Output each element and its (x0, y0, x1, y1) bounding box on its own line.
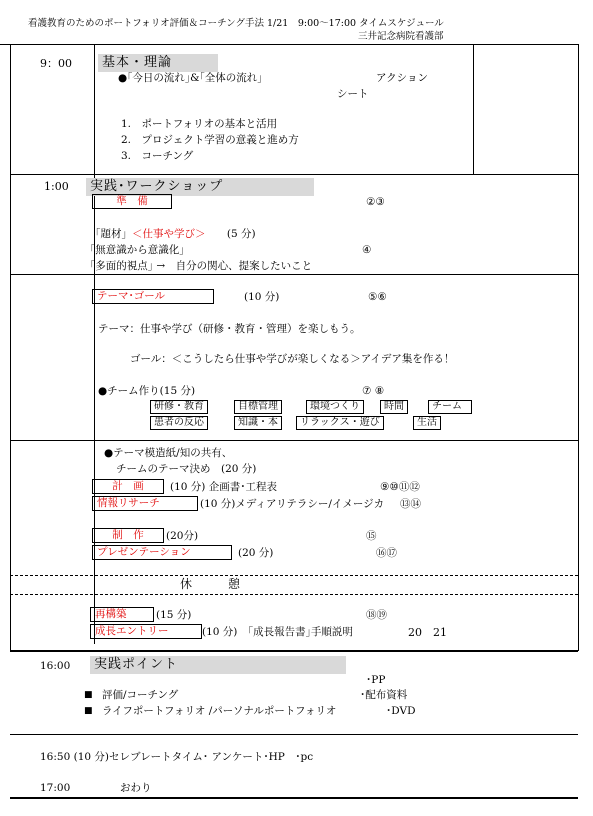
celebrate-line: 16:50 (10 分)セレブレートタイム･ アンケート･HP ･pc (40, 751, 314, 763)
unconscious-ref: ④ (362, 244, 372, 256)
list-item: 1. ポートフォリオの基本と活用 (121, 118, 278, 130)
practice-item: ライフポートフォリオ /パーソナルポートフォリオ (102, 705, 337, 717)
topic-minutes: (5 分) (226, 228, 256, 240)
bullet-square-icon: ■ (84, 690, 93, 700)
break-label: 休 憩 (180, 577, 241, 591)
section-divider-thick (10, 650, 578, 652)
theme-goal-refs: ⑤⑥ (368, 291, 387, 303)
pp-label: ･PP (366, 674, 386, 686)
practice-item-right: ･配布資料 (360, 689, 408, 701)
unconscious-line: ｢無意識から意識化｣ (90, 244, 185, 256)
left-border (10, 44, 11, 651)
section-divider (10, 734, 578, 735)
tag: チーム (428, 400, 472, 414)
flow-line: ●｢今日の流れ｣&｢全体の流れ｣ (118, 72, 263, 84)
time-1600: 16:00 (40, 660, 71, 672)
presentation-refs: ⑯⑰ (376, 547, 397, 559)
info-research-label: 情報リサーチ (92, 496, 198, 511)
list-item: 3. コーチング (121, 150, 194, 162)
rebuild-label: 再構築 (90, 607, 154, 622)
theme-goal-label: テーマ･ゴール (92, 289, 214, 304)
plan-text: (10 分) 企画書･工程表 (170, 481, 277, 493)
info-research-refs: ⑬⑭ (400, 498, 421, 510)
document-title: 看護教育のためのポートフォリオ評価＆コーチング手法 1/21 9:00～17:00 タイムスケジュール (28, 18, 444, 29)
end-label: おわり (120, 782, 152, 794)
right-border (578, 44, 579, 651)
team-theme-line: チームのテーマ決め (20 分) (116, 463, 257, 475)
sheet-label: シート (337, 88, 369, 100)
section-title-practice: 実践ポイント (90, 656, 346, 674)
tag: 患者の反応 (150, 416, 208, 430)
presentation-label: プレゼンテーション (92, 545, 232, 560)
organization-name: 三井記念病院看護部 (358, 31, 444, 42)
list-item: 2. プロジェクト学習の意義と進め方 (121, 134, 299, 146)
practice-item-right: ･DVD (386, 705, 416, 717)
plan-refs: ⑨⑩⑪⑫ (380, 481, 420, 493)
break-bottom-rule (10, 594, 578, 595)
topic-red: ＜仕事や学び＞ (132, 228, 206, 240)
info-research-text: (10 分)メディアリテラシー/イメージカ (200, 498, 385, 510)
action-column-divider (473, 44, 474, 174)
share-line: ●テーマ模造紙/知の共有、 (104, 447, 233, 459)
multiview-line: ｢多面的視点｣ → 自分の関心、提案したいこと (90, 260, 313, 272)
tag: 目標管理 (234, 400, 282, 414)
growth-entry-label: 成長エントリー (90, 624, 202, 639)
bullet-square-icon: ■ (84, 706, 93, 716)
action-label: アクション (376, 72, 428, 84)
prep-refs: ②③ (366, 196, 385, 208)
tag: 生活 (413, 416, 441, 430)
tag: リラックス・遊び (296, 416, 384, 430)
top-rule (0, 44, 578, 45)
presentation-text: (20 分) (238, 547, 274, 559)
time-1700: 17:00 (40, 782, 71, 794)
production-label: 制 作 (92, 528, 164, 543)
goal-text: ゴール：＜こうしたら仕事や学びが楽しくなる＞アイデア集を作る！ (130, 353, 455, 365)
section-title-basics: 基本・理論 (98, 54, 218, 72)
theme-goal-minutes: (10 分) (244, 291, 280, 303)
time-1300: 1:00 (44, 180, 69, 193)
section-title-workshop: 実践･ワークショップ (86, 178, 314, 196)
rebuild-refs: ⑱⑲ (366, 609, 387, 621)
tag: 環境つくり (306, 400, 364, 414)
time-0900: 9：00 (40, 57, 72, 70)
break-top-rule (10, 575, 578, 576)
plan-label: 計 画 (92, 479, 164, 494)
topic-label: 「題材」 (90, 228, 132, 240)
section-divider (10, 274, 578, 275)
tag: 時間 (380, 400, 408, 414)
practice-item: 評価/コーチング (102, 689, 179, 701)
section-divider (10, 440, 578, 441)
tag: 研修・教育 (150, 400, 208, 414)
rebuild-text: (15 分) (156, 609, 192, 621)
team-building: ●チーム作り(15 分) (98, 385, 196, 397)
production-ref: ⑮ (366, 530, 377, 542)
growth-entry-text: (10 分) ｢成長報告書｣手順説明 (202, 626, 353, 638)
prep-label: 準 備 (92, 194, 172, 209)
team-refs: ⑦ ⑧ (362, 385, 385, 397)
tag: 知識・本 (234, 416, 282, 430)
growth-entry-refs: 20 21 (408, 626, 447, 639)
bottom-rule (10, 797, 578, 799)
production-text: (20分) (166, 530, 199, 542)
theme-text: テーマ：仕事や学び（研修・教育・管理）を楽しもう。 (98, 323, 361, 335)
section-divider (10, 174, 578, 175)
topic-line (90, 228, 256, 241)
